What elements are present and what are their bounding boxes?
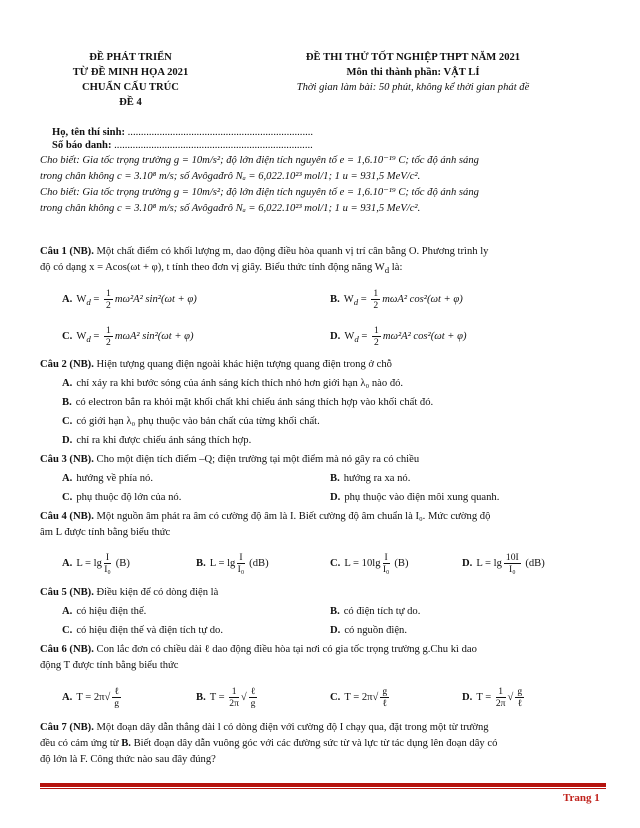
q3-d-text: phụ thuộc vào điện môi xung quanh. [344, 492, 500, 503]
q2-b-text: có electron bắn ra khỏi mặt khối chất khi chiếu ánh sáng thích hợp vào khối chất đó. [75, 397, 434, 408]
q5-d-letter: D. [330, 625, 341, 636]
q6-b-sqrt: √ [240, 691, 247, 703]
q6-line1: Con lắc đơn có chiều dài ℓ dao động điều hòa tại nơi có gia tốc trọng trường g.Chu kì dao [96, 644, 477, 655]
q4-a-num: I [105, 552, 110, 563]
q2-c-letter: C. [62, 416, 73, 427]
q6-a-expr: T = 2π√ [76, 691, 111, 703]
exam-time: Thời gian làm bài: 50 phút, không kể thời gian phát đề [296, 82, 530, 93]
q6-d-pre: T = [476, 691, 494, 703]
q1-option-d[interactable] [330, 325, 467, 348]
q1-d-eq: = [358, 330, 371, 342]
q2-a-letter: A. [62, 378, 73, 389]
q4-b-pre: L = lg [209, 557, 236, 569]
q3-text: Cho một điện tích điểm –Q; điện trường tại một điểm mà nó gây ra có chiều [96, 454, 420, 465]
q5-a-letter: A. [62, 606, 73, 617]
q1-d-sub: d [354, 334, 359, 345]
q2-option-c[interactable] [62, 414, 320, 430]
q4-d-unit: (dB) [525, 557, 545, 569]
q4-c-letter: C. [330, 557, 341, 569]
q4-d-frac [504, 552, 521, 575]
given-constants [40, 153, 620, 217]
question-4 [40, 509, 620, 541]
q1-a-letter: A. [62, 293, 73, 305]
q3-option-d[interactable] [330, 490, 499, 506]
q4-c-frac [383, 552, 390, 575]
question-6 [40, 642, 620, 674]
q1-c-expr: mωA² sin²(ωt + φ) [114, 330, 194, 342]
q5-d-text: có nguồn điện. [344, 625, 407, 636]
q5-c-text: có hiệu điện thế và điện tích tự do. [76, 625, 223, 636]
footer-rule-thin [40, 788, 606, 789]
q1-a-sub: d [86, 297, 91, 308]
page-number: Trang 1 [563, 792, 600, 804]
q1-a-frac [104, 288, 113, 311]
q6-b-pre: T = [209, 691, 228, 703]
header-left-line: CHUẨN CẤU TRÚC [82, 82, 179, 93]
q4-line2: âm L được tính bằng biểu thức [40, 527, 171, 538]
q6-b-frac2 [249, 686, 258, 709]
q1-d-frac [372, 325, 381, 348]
q4-b-letter: B. [196, 557, 206, 569]
q1-a-w: W [76, 293, 87, 305]
q1-b-frac [371, 288, 380, 311]
given-line: Cho biết: Gia tốc trọng trường g = 10m/s²; độ lớn điện tích nguyên tố e = 1,6.10⁻¹⁹ C; tốc độ ánh sáng [40, 187, 479, 198]
q4-c-num: I [384, 552, 388, 563]
q3-option-c[interactable] [62, 490, 181, 506]
q6-b-den1: 2π [229, 698, 239, 709]
q1-b-eq: = [358, 293, 370, 305]
header-left-line: ĐỀ PHÁT TRIỂN [89, 52, 172, 63]
q1-b-sub: d [353, 297, 359, 308]
q6-label: Câu 6 (NB). [40, 644, 94, 655]
q4-a-pre: L = lg [76, 557, 102, 569]
q6-d-frac2 [515, 686, 524, 709]
question-3 [40, 452, 620, 468]
q6-a-frac [112, 686, 121, 709]
header-left-line: ĐỀ 4 [119, 97, 142, 108]
q4-label: Câu 4 (NB). [40, 511, 94, 522]
q1-a-eq: = [90, 293, 103, 305]
q1-option-a[interactable] [62, 288, 197, 311]
q3-c-letter: C. [62, 492, 73, 503]
q1-d-num: 1 [374, 325, 379, 336]
q4-a-letter: A. [62, 557, 73, 569]
q4-option-b[interactable] [196, 552, 269, 575]
q1-line1: Một chất điểm có khối lượng m, dao động điều hòa quanh vị trí cân bằng O. Phương trình ly [96, 246, 489, 257]
q2-option-a[interactable] [62, 376, 403, 392]
q5-b-text: có điện tích tự do. [343, 606, 421, 617]
q4-option-a[interactable] [62, 552, 130, 575]
q1-b-letter: B. [330, 293, 340, 305]
q3-a-text: hướng về phía nó. [76, 473, 153, 484]
q4-a-frac [104, 552, 111, 575]
q4-b-num: I [239, 552, 243, 563]
q1-d-expr: mω²A² cos²(ωt + φ) [382, 330, 467, 342]
q6-b-frac1 [229, 686, 239, 709]
question-2 [40, 357, 620, 373]
id-dots: ........................................................................... [114, 140, 313, 151]
q1-line2: độ có dạng x = Acos(ωt + φ), t tính theo đơn vị giây. Biểu thức tính động năng W [40, 262, 385, 273]
q6-option-b[interactable] [196, 686, 259, 709]
q6-b-letter: B. [196, 691, 206, 703]
footer-rule [40, 783, 606, 787]
q6-d-sqrt: √ [507, 691, 514, 703]
q3-b-text: hướng ra xa nó. [343, 473, 411, 484]
q4-d-den: I₀ [509, 564, 516, 575]
header-left [68, 50, 193, 110]
q2-b-letter: B. [62, 397, 72, 408]
student-info [52, 126, 313, 152]
q5-option-a[interactable] [62, 604, 146, 620]
exam-subject: Môn thi thành phần: VẬT LÍ [346, 67, 480, 78]
q1-a-num: 1 [106, 288, 111, 299]
q5-label: Câu 5 (NB). [40, 587, 94, 598]
q3-d-letter: D. [330, 492, 341, 503]
q4-line1: Một nguồn âm phát ra âm có cường độ âm là I. Biết cường độ âm chuẩn là I₀. Mức cường độ [96, 511, 491, 522]
q4-d-pre: L = lg [476, 557, 502, 569]
q6-c-num: g [382, 686, 388, 697]
q1-d-den: 2 [374, 337, 379, 348]
q4-b-unit: (dB) [249, 557, 269, 569]
q4-c-pre: L = 10lg [344, 557, 381, 569]
q4-a-unit: (B) [115, 557, 130, 569]
q1-d-w: W [344, 330, 355, 342]
header-left-line: TỪ ĐỀ MINH HỌA 2021 [72, 67, 189, 78]
q6-d-den: ℓ [517, 698, 523, 709]
q1-c-frac [104, 325, 113, 348]
q6-b-den: g [250, 698, 256, 709]
q6-b-num: ℓ [250, 686, 256, 697]
q5-option-c[interactable] [62, 623, 223, 639]
q1-line2-end: là: [389, 262, 403, 273]
q1-b-den: 2 [373, 300, 379, 311]
q1-a-expr: mω²A² sin²(ωt + φ) [114, 293, 197, 305]
q6-d-frac1 [496, 686, 506, 709]
q2-text: Hiện tượng quang điện ngoài khác hiện tượng quang điện trong ở chỗ [96, 359, 392, 370]
given-line: Cho biết: Gia tốc trọng trường g = 10m/s²; độ lớn điện tích nguyên tố e = 1,6.10⁻¹⁹ C; tốc độ ánh sáng [40, 155, 479, 166]
q5-a-text: có hiệu điện thế. [76, 606, 147, 617]
q2-a-text: chỉ xảy ra khi bước sóng của ánh sáng kích thích nhỏ hơn giới hạn λ₀ nào đó. [76, 378, 404, 389]
q3-c-text: phụ thuộc độ lớn của nó. [76, 492, 182, 503]
q1-option-b[interactable] [330, 288, 463, 311]
q7-line2b: B. [121, 738, 131, 749]
q2-c-text: có giới hạn λ₀ phụ thuộc vào bản chất của từng khối chất. [76, 416, 320, 427]
q2-d-text: chỉ ra khi được chiếu ánh sáng thích hợp. [76, 435, 252, 446]
q2-d-letter: D. [62, 435, 73, 446]
id-label: Số báo danh: [52, 140, 112, 151]
q6-c-frac [380, 686, 389, 709]
question-7 [40, 720, 620, 768]
q3-a-letter: A. [62, 473, 73, 484]
q1-c-letter: C. [62, 330, 73, 342]
q7-line1: Một đoạn dây dẫn thẳng dài l có dòng điện với cường độ I chạy qua, đặt trong một từ trường [96, 722, 489, 733]
q2-option-d[interactable] [62, 433, 251, 449]
q3-option-b[interactable] [330, 471, 410, 487]
q4-d-num: 10I [505, 552, 519, 563]
q1-b-num: 1 [373, 288, 379, 299]
q7-line2a: đều có cảm ứng từ [40, 738, 122, 749]
q6-d-num1: 1 [496, 686, 506, 698]
q6-d-num: g [517, 686, 523, 697]
q1-c-eq: = [90, 330, 103, 342]
q3-label: Câu 3 (NB). [40, 454, 94, 465]
name-label: Họ, tên thí sinh: [52, 127, 125, 138]
given-line: trong chân không c = 3.10⁸ m/s; số Avôgađrô Nₐ = 6,022.10²³ mol/1; 1 u = 931,5 MeV/c². [40, 203, 421, 214]
q2-option-b[interactable] [62, 395, 433, 411]
q1-c-num: 1 [106, 325, 111, 336]
q4-b-frac [237, 552, 244, 575]
q1-c-w: W [76, 330, 87, 342]
q1-c-sub: d [86, 334, 91, 345]
q1-d-letter: D. [330, 330, 341, 342]
q3-b-letter: B. [330, 473, 340, 484]
q5-b-letter: B. [330, 606, 340, 617]
q1-a-den: 2 [106, 300, 111, 311]
q2-label: Câu 2 (NB). [40, 359, 94, 370]
header-right [268, 50, 558, 95]
q6-d-letter: D. [462, 691, 473, 703]
q5-c-letter: C. [62, 625, 73, 636]
q6-b-num1: 1 [229, 686, 239, 698]
name-dots: ...................................................................... [127, 127, 314, 138]
question-5 [40, 585, 620, 601]
q6-c-letter: C. [330, 691, 341, 703]
q7-line3: độ lớn là F. Công thức nào sau đây đúng? [40, 754, 216, 765]
q4-c-den: I₀ [382, 564, 390, 575]
q6-option-c[interactable] [330, 686, 391, 709]
q6-option-a[interactable] [62, 686, 123, 709]
q1-b-w: W [343, 293, 354, 305]
q1-b-expr: mωA² cos²(ωt + φ) [382, 293, 463, 305]
q1-option-c[interactable] [62, 325, 194, 348]
q1-c-den: 2 [106, 337, 111, 348]
q4-d-letter: D. [462, 557, 473, 569]
exam-title: ĐỀ THI THỬ TỐT NGHIỆP THPT NĂM 2021 [305, 52, 521, 63]
q6-line2: động T được tính bằng biểu thức [40, 660, 179, 671]
q1-label: Câu 1 (NB). [40, 246, 94, 257]
q7-label: Câu 7 (NB). [40, 722, 94, 733]
q6-option-d[interactable] [462, 686, 526, 709]
q1-line2-sub: d [384, 265, 390, 276]
q4-a-den: I₀ [104, 564, 111, 575]
q7-line2c: Biết đoạn dây dẫn vuông góc với các đường sức từ và lực từ tác dụng lên đoạn dây có [130, 738, 498, 749]
q4-c-unit: (B) [394, 557, 409, 569]
q6-c-expr: T = 2π√ [344, 691, 379, 703]
q4-option-d[interactable] [462, 552, 545, 575]
q5-text: Điều kiện để có dòng điện là [96, 587, 219, 598]
question-1 [40, 244, 620, 278]
q6-a-den: g [114, 698, 120, 709]
q6-d-den1: 2π [495, 698, 506, 709]
q6-a-letter: A. [62, 691, 73, 703]
q4-option-c[interactable] [330, 552, 408, 575]
q6-a-num: ℓ [114, 686, 119, 697]
q5-option-b[interactable] [330, 604, 420, 620]
q6-c-den: ℓ [382, 698, 388, 709]
q4-b-den: I₀ [237, 564, 245, 575]
q5-option-d[interactable] [330, 623, 407, 639]
q3-option-a[interactable] [62, 471, 153, 487]
given-line: trong chân không c = 3.10⁸ m/s; số Avôgađrô Nₐ = 6,022.10²³ mol/1; 1 u = 931,5 MeV/c². [40, 171, 421, 182]
